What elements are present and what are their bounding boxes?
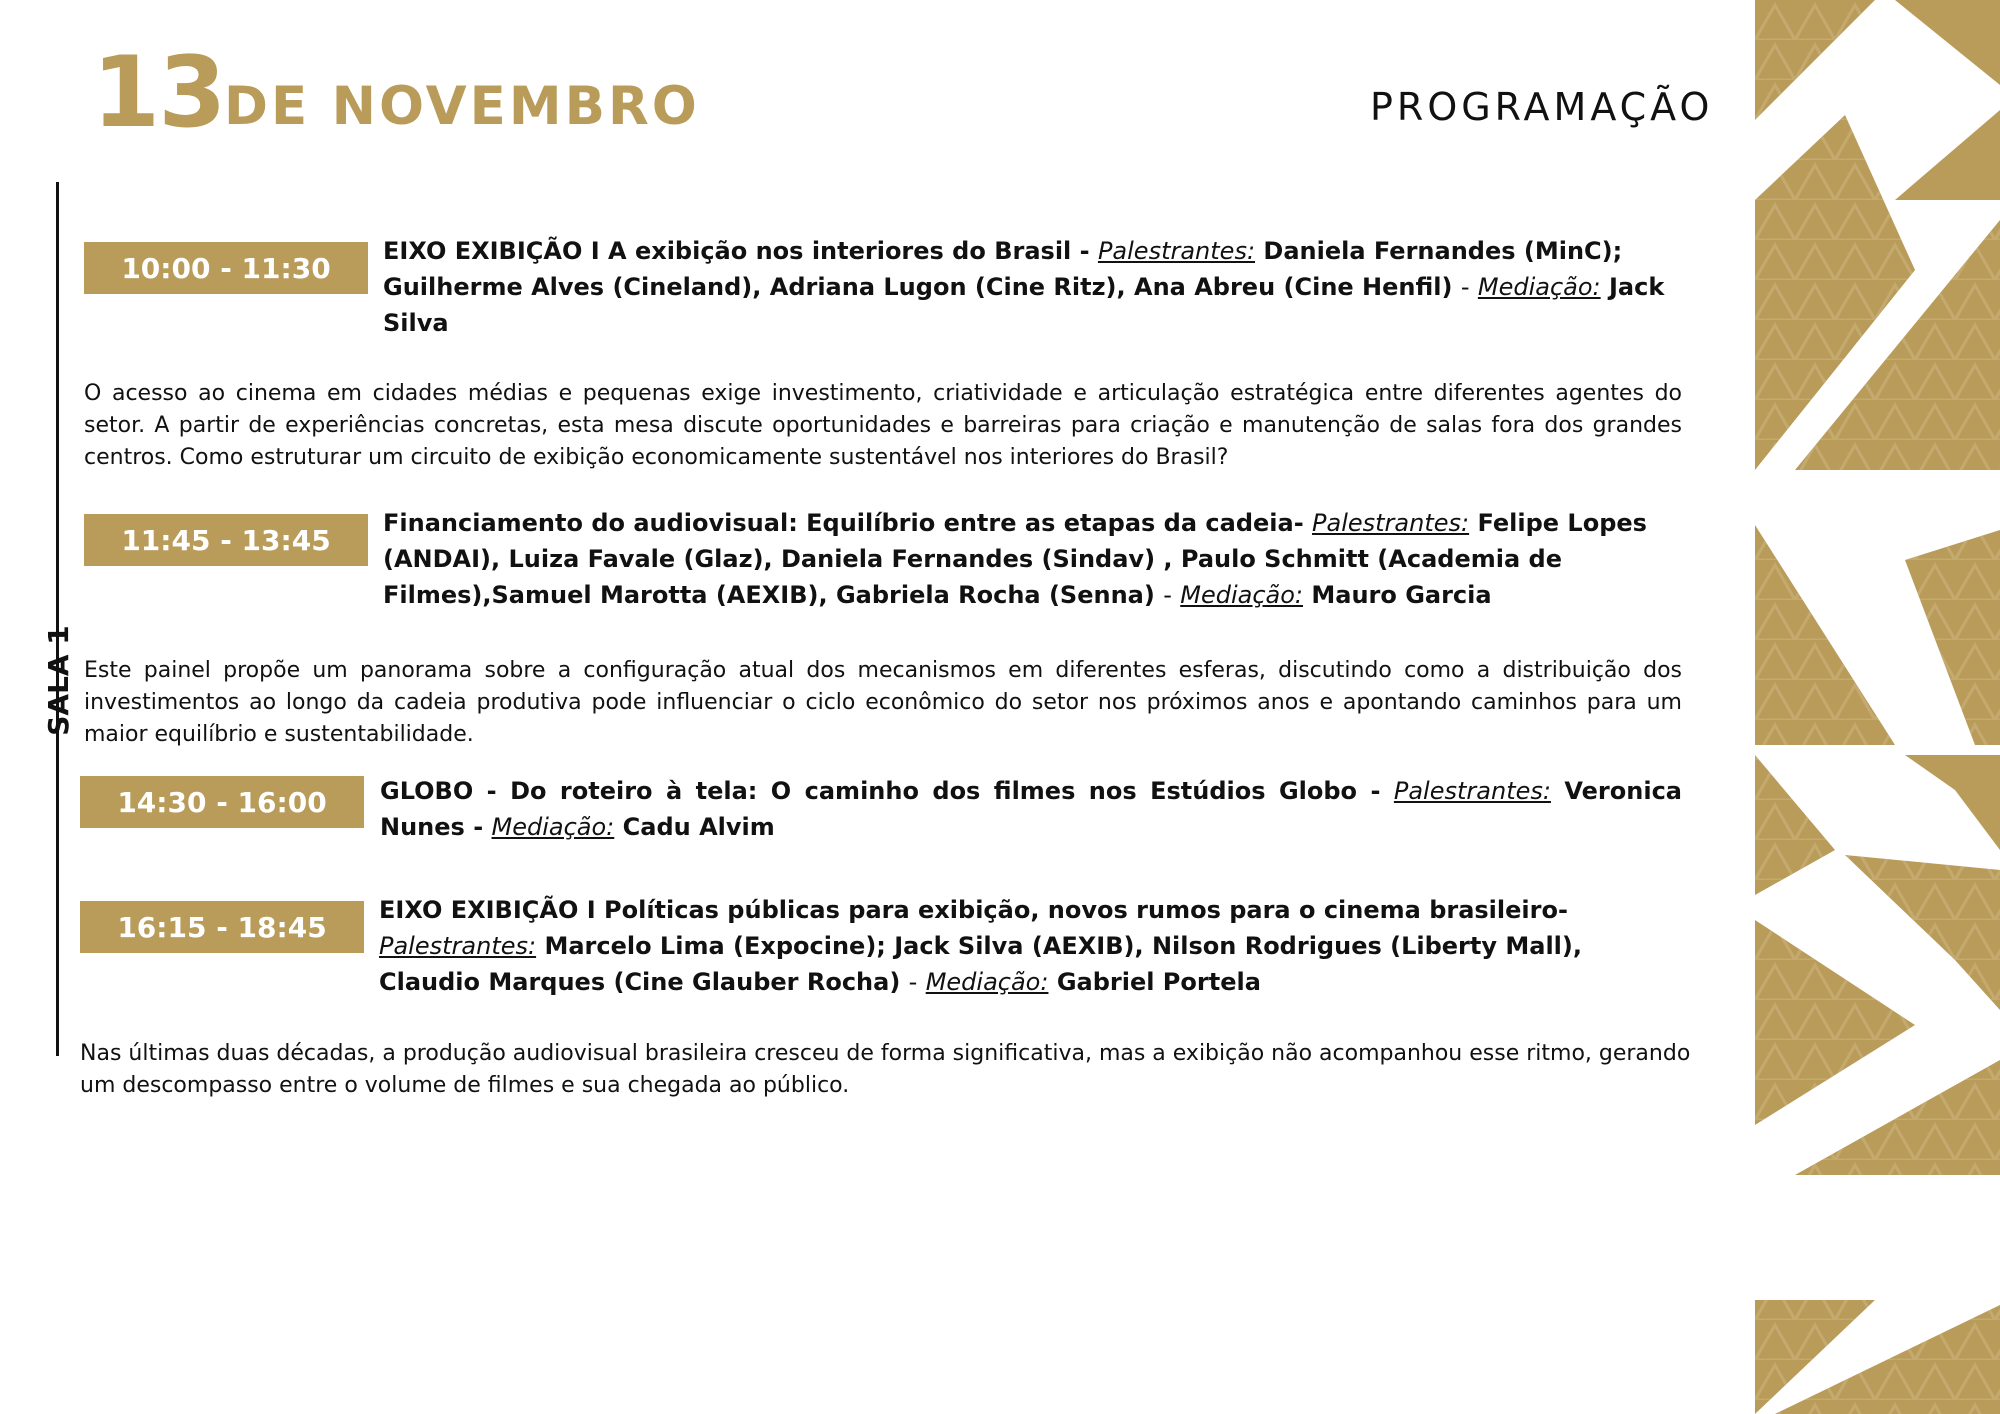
room-divider-line: [56, 182, 59, 1056]
decorative-pattern-panel: [1755, 0, 2000, 1414]
session-2-mediation-label: Mediação:: [1180, 581, 1303, 609]
section-title: PROGRAMAÇÃO: [1370, 85, 1714, 129]
session-1-mediator: Jack Silva: [383, 273, 1665, 337]
session-4-mediator: Gabriel Portela: [1056, 968, 1261, 996]
session-1-description: O acesso ao cinema em cidades médias e pequenas exige investimento, criatividade e articulação estratégica entre diferentes agentes do setor. A partir de experiências concretas, esta mesa discute oportunidades e barreiras para criação e manutenção de salas fora dos grandes centros. Como estruturar um circuito de exibição economicamente sustentável nos interiores do Brasil?: [84, 381, 1682, 470]
session-2-heading: Financiamento do audiovisual: Equilíbrio entre as etapas da cadeia- Palestrantes: Felipe Lopes (ANDAI), Luiza Favale (Glaz), Daniela Fernandes (Sindav) , Paulo Schmitt (Academia de Filmes),Samuel Marotta (AEXIB), Gabriela Rocha (Senna) - Mediação: Mauro Garcia: [383, 509, 1647, 609]
session-4-speakers-label: Palestrantes:: [379, 932, 537, 960]
session-3-speakers-label: Palestrantes:: [1393, 777, 1551, 805]
session-4-mediation-label: Mediação:: [925, 968, 1049, 996]
date-month: DE NOVEMBRO: [224, 76, 700, 137]
session-2-time-badge: 11:45 - 13:45: [84, 514, 368, 566]
room-label: [28, 624, 88, 736]
session-1-time-badge: 10:00 - 11:30: [84, 242, 368, 294]
session-3-mediation-label: Mediação:: [491, 813, 615, 841]
session-3-speakers: Veronica Nunes: [380, 777, 1682, 841]
room-label-text: SALA 1: [41, 624, 75, 736]
session-2-speakers: Felipe Lopes (ANDAI), Luiza Favale (Glaz), Daniela Fernandes (Sindav) , Paulo Schmitt (Academia de Filmes),Samuel Marotta (AEXIB), Gabriela Rocha (Senna): [383, 509, 1647, 609]
session-1-speakers-label: Palestrantes:: [1097, 237, 1256, 265]
session-1-mediation-label: Mediação:: [1477, 273, 1601, 301]
session-3-heading: GLOBO - Do roteiro à tela: O caminho dos filmes nos Estúdios Globo - Palestrantes: Veronica Nunes - Mediação: Cadu Alvim: [380, 777, 1682, 841]
session-1-speakers: Daniela Fernandes (MinC); Guilherme Alves (Cineland), Adriana Lugon (Cine Ritz), Ana Abreu (Cine Henfil): [383, 237, 1623, 301]
session-2-mediator: Mauro Garcia: [1311, 581, 1492, 609]
geometric-triangles-decoration: [1755, 0, 2000, 1414]
date-day: 13: [92, 36, 225, 150]
session-1-title: EIXO EXIBIÇÃO I A exibição nos interiores do Brasil -: [383, 237, 1090, 265]
session-4-heading: EIXO EXIBIÇÃO I Políticas públicas para exibição, novos rumos para o cinema brasileiro- Palestrantes: Marcelo Lima (Expocine); Jack Silva (AEXIB), Nilson Rodrigues (Liberty Mall), Claudio Marques (Cine Glauber Rocha) - Mediação: Gabriel Portela: [379, 896, 1582, 996]
session-1-heading: EIXO EXIBIÇÃO I A exibição nos interiores do Brasil - Palestrantes: Daniela Fernandes (MinC); Guilherme Alves (Cineland), Adriana Lugon (Cine Ritz), Ana Abreu (Cine Henfil) - Mediação: Jack Silva: [383, 237, 1665, 337]
session-3-time-badge: 14:30 - 16:00: [80, 776, 364, 828]
session-4-speakers: Marcelo Lima (Expocine); Jack Silva (AEXIB), Nilson Rodrigues (Liberty Mall), Claudio Marques (Cine Glauber Rocha): [379, 932, 1582, 996]
session-3-mediator: Cadu Alvim: [622, 813, 775, 841]
session-2-speakers-label: Palestrantes:: [1312, 509, 1470, 537]
session-2-description: Este painel propõe um panorama sobre a configuração atual dos mecanismos em diferentes esferas, discutindo como a distribuição dos investimentos ao longo da cadeia produtiva pode influenciar o ciclo econômico do setor nos próximos anos e apontando caminhos para um maior equilíbrio e sustentabilidade.: [84, 658, 1682, 747]
session-4-title: EIXO EXIBIÇÃO I Políticas públicas para exibição, novos rumos para o cinema brasileiro-: [379, 896, 1568, 924]
session-4-time-badge: 16:15 - 18:45: [80, 901, 364, 953]
session-2-title: Financiamento do audiovisual: Equilíbrio entre as etapas da cadeia-: [383, 509, 1304, 537]
session-3-title: GLOBO - Do roteiro à tela: O caminho dos filmes nos Estúdios Globo -: [380, 777, 1381, 805]
session-4-description: Nas últimas duas décadas, a produção audiovisual brasileira cresceu de forma significativa, mas a exibição não acompanhou esse ritmo, gerando um descompasso entre o volume de filmes e sua chegada ao público.: [80, 1041, 1691, 1098]
